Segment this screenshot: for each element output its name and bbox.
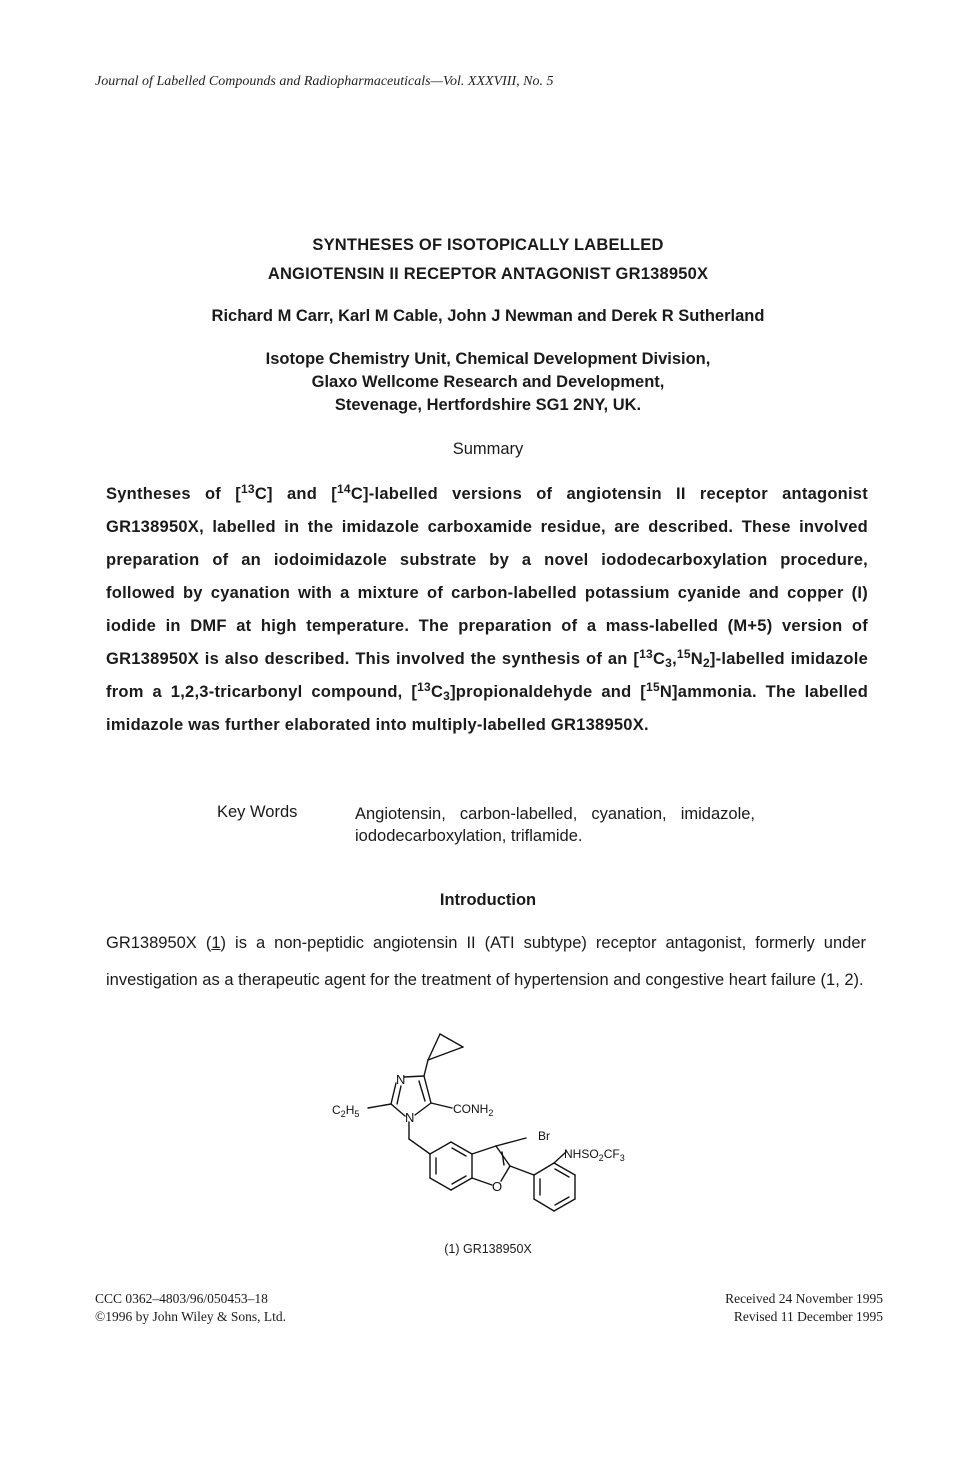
summary-text: C] and [ <box>254 485 337 503</box>
affiliation <box>0 348 976 417</box>
paper-title <box>0 231 976 289</box>
introduction-paragraph <box>106 925 866 999</box>
bond <box>404 1076 424 1077</box>
bond <box>554 1163 575 1175</box>
isotope-superscript: 13 <box>417 680 431 694</box>
authors: Richard M Carr, Karl M Cable, John J Newman and Derek R Sutherland <box>211 307 765 325</box>
summary-heading: Summary <box>452 440 524 458</box>
chemical-structure <box>320 1025 660 1230</box>
atom-n: N <box>405 1110 415 1125</box>
isotope-superscript: 15 <box>646 680 660 694</box>
subscript: 3 <box>665 656 673 670</box>
introduction-heading: Introduction <box>439 891 537 909</box>
title-line-2: ANGIOTENSIN II RECEPTOR ANTAGONIST GR138950X <box>267 265 709 283</box>
affiliation-line-2: Glaxo Wellcome Research and Development, <box>311 373 665 391</box>
summary-text: Syntheses of [ <box>106 485 241 503</box>
received-date: Received 24 November 1995 <box>725 1291 883 1306</box>
ethyl-group-label: $C_2H_5$ <box>332 1103 360 1119</box>
bond <box>472 1178 492 1185</box>
isotope-superscript: 13 <box>241 482 255 496</box>
summary-text: ]-labelled imidazole from a 1,2,3-tricarbonyl compound, [ <box>106 650 868 701</box>
summary-text: , <box>672 650 677 668</box>
keywords-text: Angiotensin, carbon-labelled, cyanation, imidazole, iododecarboxylation, triflamide. <box>355 805 755 845</box>
carboxamide-label: $CONH_2$ <box>453 1102 494 1118</box>
revised-date: Revised 11 December 1995 <box>733 1309 883 1324</box>
footer-left <box>95 1290 286 1326</box>
summary-text: N <box>690 650 703 668</box>
bond <box>431 1103 452 1108</box>
summary-paragraph <box>106 478 868 742</box>
structure-caption: (1) GR138950X <box>444 1242 532 1256</box>
bond <box>419 1081 425 1101</box>
summary-text: C]-labelled versions of angiotensin II receptor antagonist GR138950X, labelled in the imidazole carboxamide residue, are described. These involved preparation of an iodoimidazole substrate by a novel iododecarboxylation procedure, followed by cyanation with a mixture of carbon-labelled potassium cyanide and copper (I) iodide in DMF at high temperature. The preparation of a mass-labelled (M+5) version of GR138950X is also described. This involved the synthesis of an [ <box>106 485 868 668</box>
intro-text: ) is a non-peptidic angiotensin II (ATI subtype) receptor antagonist, formerly under investigation as a therapeutic agent for the treatment of hypertension and congestive heart failure (1, 2). <box>106 934 866 989</box>
bond <box>451 1178 472 1190</box>
bond <box>430 1178 451 1190</box>
journal-header: Journal of Labelled Compounds and Radiopharmaceuticals—Vol. XXXVIII, No. 5 <box>95 74 554 89</box>
bond <box>534 1163 554 1175</box>
compound-reference: 1 <box>211 934 221 952</box>
intro-text: GR138950X ( <box>106 934 212 952</box>
bond <box>472 1146 496 1154</box>
summary-text: N]ammonia. The labelled imidazole was further elaborated into multiply-labelled GR138950X. <box>106 683 869 734</box>
bond <box>451 1142 472 1154</box>
keywords-label: Key Words <box>217 803 298 821</box>
bond <box>440 1034 463 1047</box>
subscript: 3 <box>443 689 451 703</box>
bond <box>501 1166 510 1181</box>
isotope-superscript: 15 <box>676 647 691 661</box>
isotope-superscript: 14 <box>336 482 351 496</box>
bond <box>409 1139 430 1154</box>
bond <box>368 1104 391 1108</box>
summary-text: ]propionaldehyde and [ <box>450 683 647 701</box>
bond <box>502 1152 504 1165</box>
bond <box>510 1166 534 1175</box>
atom-o: O <box>492 1179 503 1194</box>
summary-text: C <box>430 683 444 701</box>
footer-right <box>725 1290 883 1326</box>
isotope-superscript: 13 <box>639 647 653 661</box>
bond <box>397 1086 401 1104</box>
ccc-code: CCC 0362–4803/96/050453–18 <box>95 1291 268 1306</box>
bond <box>415 1103 431 1115</box>
copyright: ©1996 by John Wiley & Sons, Ltd. <box>95 1309 286 1324</box>
triflamide-label: $NHSO_2CF_3$ <box>564 1147 625 1163</box>
title-line-1: SYNTHESES OF ISOTOPICALLY LABELLED <box>312 236 664 254</box>
affiliation-line-3: Stevenage, Hertfordshire SG1 2NY, UK. <box>334 396 642 414</box>
bond <box>391 1104 405 1116</box>
summary-text: C <box>652 650 666 668</box>
subscript: 2 <box>702 656 710 670</box>
bromo-label: Br <box>538 1129 550 1143</box>
affiliation-line-1: Isotope Chemistry Unit, Chemical Development Division, <box>265 350 711 368</box>
atom-n: N <box>396 1072 406 1087</box>
bond <box>424 1060 428 1076</box>
bond <box>534 1199 554 1211</box>
bond <box>496 1138 526 1146</box>
bond <box>430 1142 451 1154</box>
bond <box>554 1199 575 1211</box>
